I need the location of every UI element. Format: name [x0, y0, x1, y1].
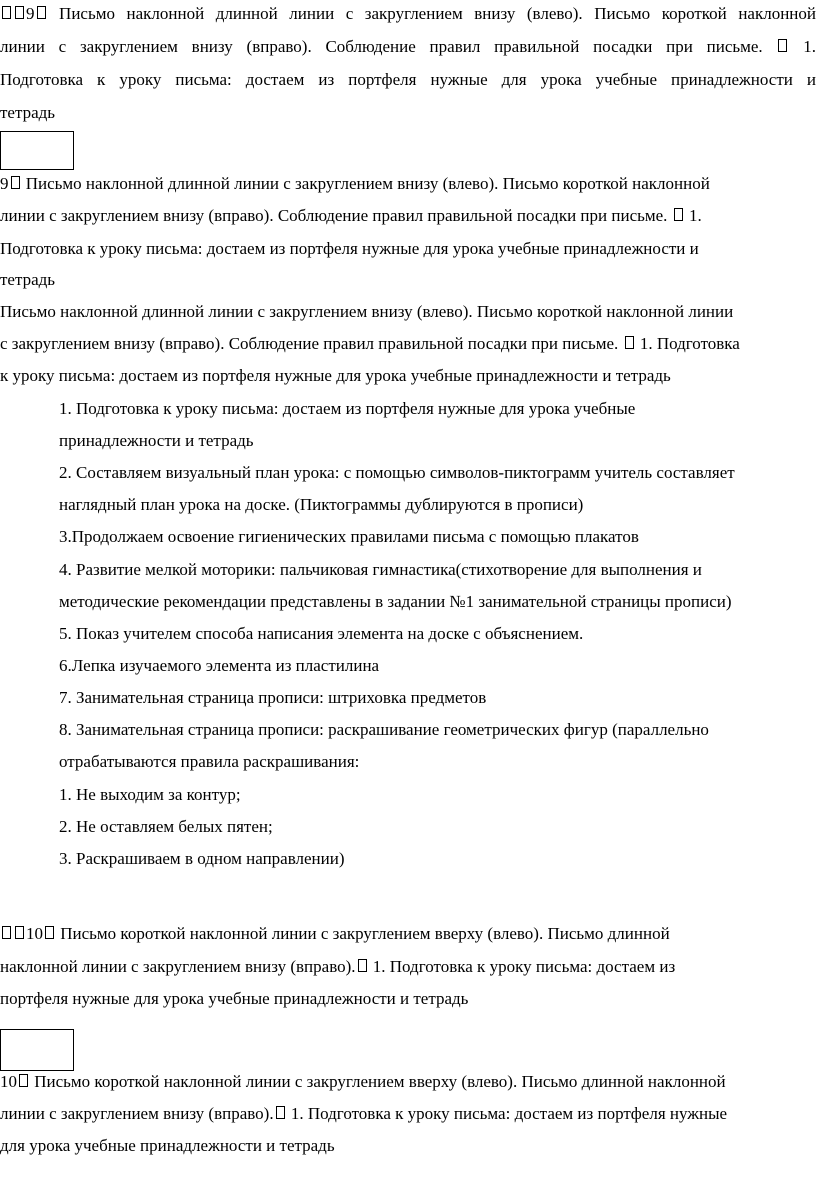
section1-body-line-3: Подготовка к уроку письма: достаем из портфеля нужные для урока учебные принадлежности и: [0, 239, 699, 258]
placeholder-glyph-icon: [15, 6, 24, 19]
section1-header-line-1: 9 Письмо наклонной длинной линии с закруглением внизу (влево). Письмо короткой наклонной: [0, 4, 816, 24]
placeholder-glyph-icon: [778, 39, 787, 52]
step-line: 8. Занимательная страница прописи: раскрашивание геометрических фигур (параллельно: [59, 720, 709, 739]
section1-header-line-2: линии с закруглением внизу (вправо). Соблюдение правил правильной посадки при письме. 1.: [0, 37, 816, 56]
placeholder-glyph-icon: [674, 208, 683, 221]
image-placeholder-box: [0, 1029, 74, 1071]
section2-header-line-1: 10 Письмо короткой наклонной линии с закруглением вверху (влево). Письмо длинной: [0, 924, 670, 944]
step-line: 2. Не оставляем белых пятен;: [59, 817, 273, 836]
placeholder-glyph-icon: [625, 336, 634, 349]
section1-body-line-4: тетрадь: [0, 270, 56, 289]
placeholder-glyph-icon: [19, 1074, 28, 1087]
section1-para-line-3: к уроку письма: достаем из портфеля нужные для урока учебные принадлежности и тетрадь: [0, 366, 671, 385]
step-line: 3.Продолжаем освоение гигиенических правилами письма с помощью плакатов: [59, 527, 639, 546]
step-line: отрабатываются правила раскрашивания:: [59, 752, 360, 771]
step-line: 7. Занимательная страница прописи: штриховка предметов: [59, 688, 487, 707]
image-placeholder-box: [0, 131, 74, 170]
placeholder-glyph-icon: [11, 176, 20, 189]
section1-body-line-2: линии с закруглением внизу (вправо). Соблюдение правил правильной посадки при письме. 1.: [0, 206, 702, 225]
step-line: методические рекомендации представлены в задании №1 занимательной страницы прописи): [59, 592, 732, 611]
placeholder-glyph-icon: [276, 1106, 285, 1119]
section2-body-line-3: для урока учебные принадлежности и тетрадь: [0, 1136, 335, 1155]
section1-para-line-1: Письмо наклонной длинной линии с закруглением внизу (влево). Письмо короткой наклонной линии: [0, 302, 734, 321]
section2-header-line-3: портфеля нужные для урока учебные принадлежности и тетрадь: [0, 989, 469, 1008]
placeholder-glyph-icon: [45, 926, 54, 939]
section2-header-line-2: наклонной линии с закруглением внизу (вправо). 1. Подготовка к уроку письма: достаем из: [0, 957, 676, 976]
placeholder-glyph-icon: [358, 959, 367, 972]
section2-body-line-1: 10 Письмо короткой наклонной линии с закруглением вверху (влево). Письмо длинной наклонной: [0, 1072, 726, 1091]
section1-header-line-3: Подготовка к уроку письма: достаем из портфеля нужные для урока учебные принадлежности и: [0, 70, 816, 89]
section1-body-line-1: 9 Письмо наклонной длинной линии с закруглением внизу (влево). Письмо короткой наклонной: [0, 174, 710, 193]
step-line: 4. Развитие мелкой моторики: пальчиковая гимнастика(стихотворение для выполнения и: [59, 560, 702, 579]
step-line: 6.Лепка изучаемого элемента из пластилина: [59, 656, 380, 675]
step-line: 1. Подготовка к уроку письма: достаем из портфеля нужные для урока учебные: [59, 399, 636, 418]
section1-para-line-2: с закруглением внизу (вправо). Соблюдение правил правильной посадки при письме. 1. Подготовка: [0, 334, 740, 353]
placeholder-glyph-icon: [2, 6, 11, 19]
placeholder-glyph-icon: [2, 926, 11, 939]
step-line: 5. Показ учителем способа написания элемента на доске с объяснением.: [59, 624, 584, 643]
step-line: 3. Раскрашиваем в одном направлении): [59, 849, 345, 868]
section1-header-line-4: тетрадь: [0, 103, 56, 122]
step-line: наглядный план урока на доске. (Пиктограммы дублируются в прописи): [59, 495, 584, 514]
section2-body-line-2: линии с закруглением внизу (вправо). 1. Подготовка к уроку письма: достаем из портфеля нужные: [0, 1104, 728, 1123]
step-line: 1. Не выходим за контур;: [59, 785, 241, 804]
placeholder-glyph-icon: [15, 926, 24, 939]
step-line: 2. Составляем визуальный план урока: с помощью символов-пиктограмм учитель составляет: [59, 463, 735, 482]
placeholder-glyph-icon: [37, 6, 46, 19]
step-line: принадлежности и тетрадь: [59, 431, 254, 450]
